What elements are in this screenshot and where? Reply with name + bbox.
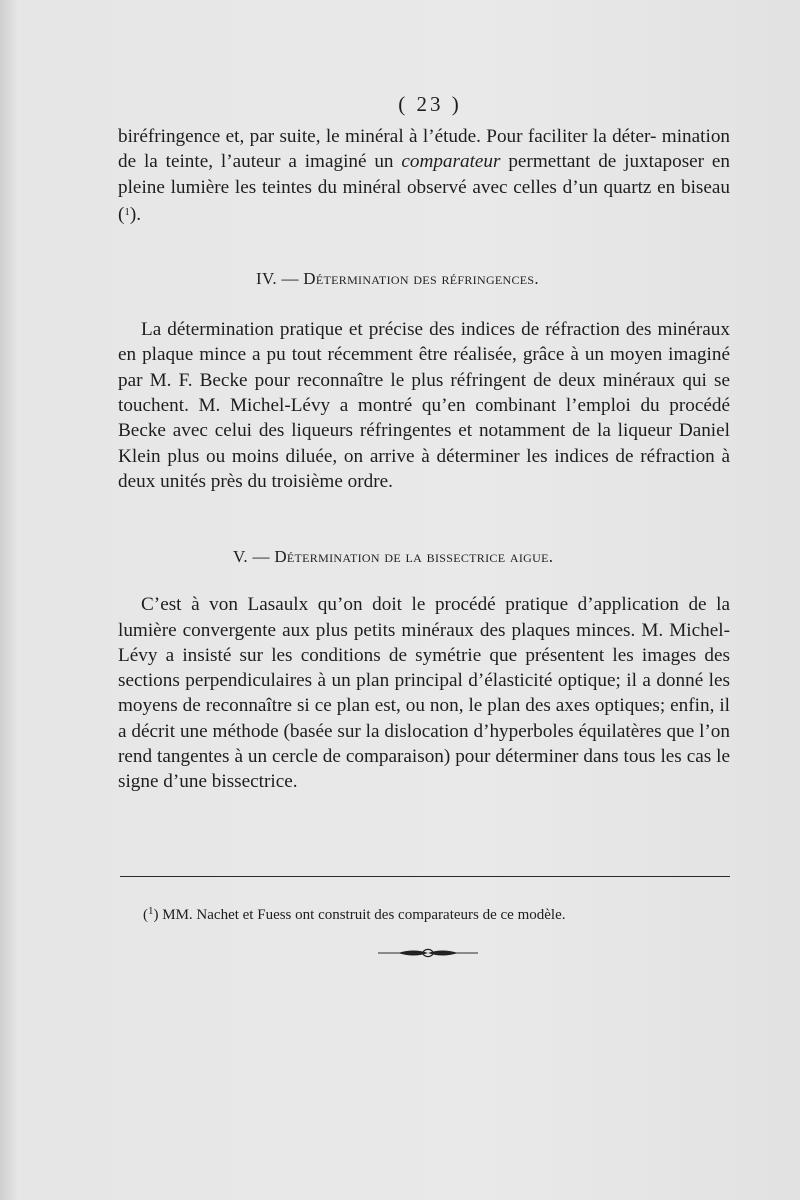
p1-line2-text: mination de la teinte, l’auteur a imaginé un: [118, 126, 731, 173]
footnote: ($^1$) MM. Nachet et Fuess ont construit des comparateurs de ce modèle.: [143, 905, 566, 923]
comparateur-term: comparateur: [401, 151, 501, 173]
footnote-divider: [120, 876, 730, 877]
p1-line3-text: de juxtaposer en pleine lumière les teintes du minéral observé avec: [118, 151, 731, 198]
p1-line4-end: ).: [129, 203, 142, 225]
section-iv-numeral: IV. —: [256, 269, 304, 289]
paragraph-bissectrice: C’est à von Lasaulx qu’on doit le procédé pratique d’application de la lumière convergente aux plus petits minéraux des plaques minces. M. Michel-Lévy a insisté sur les conditions de symétrie que présentent les images des sections perpendiculaires à un plan principal d’élasticité optique; il a donné les moyens de reconnaître si ce plan est, ou non, le plan des axes optiques; enfin, il a décrit une méthode (basée sur la dislocation d’hyperboles équilatères que l’on rend tangentes à un cercle de comparaison) pour déterminer dans tous les cas le signe d’une bissectrice.: [118, 594, 730, 793]
end-ornament-icon: [376, 946, 480, 960]
p1-line2-end: permettant: [500, 151, 591, 173]
footnote-number: 1: [148, 905, 154, 917]
page-number: ( 23 ): [398, 92, 462, 116]
section-v-title: Détermination de la bissectrice aigue.: [274, 547, 554, 567]
p1-line4-text: celles d’un quartz en biseau (: [118, 176, 730, 225]
section-heading-iv: [256, 268, 730, 290]
p1-line1-text: biréfringence et, par suite, le minéral à l’étude. Pour faciliter la déter-: [118, 126, 657, 147]
paragraph-refringences: La détermination pratique et précise des indices de réfraction des minéraux en plaque mince a pu tout récemment être réalisée, grâce à un moyen imaginé par M. F. Becke pour reconnaître le plus réfringent de deux minéraux qui se touchent. M. Michel-Lévy a montré qu’en combinant l’emploi du procédé Becke avec celui des liqueurs réfringentes et notamment de la liqueur Daniel Klein plus ou moins diluée, on arrive à déterminer les indices de réfraction à deux unités près du troisième ordre.: [118, 319, 730, 492]
paragraph-comparateur: [118, 124, 730, 227]
section-iv-title: Détermination des réfringences.: [303, 269, 539, 289]
section-heading-v: [233, 546, 730, 568]
footnote-text: MM. Nachet et Fuess ont construit des comparateurs de ce modèle.: [158, 907, 566, 923]
section-v-numeral: V. —: [233, 547, 275, 567]
page-content: [118, 92, 730, 795]
footnote-reference: 1: [124, 205, 130, 218]
